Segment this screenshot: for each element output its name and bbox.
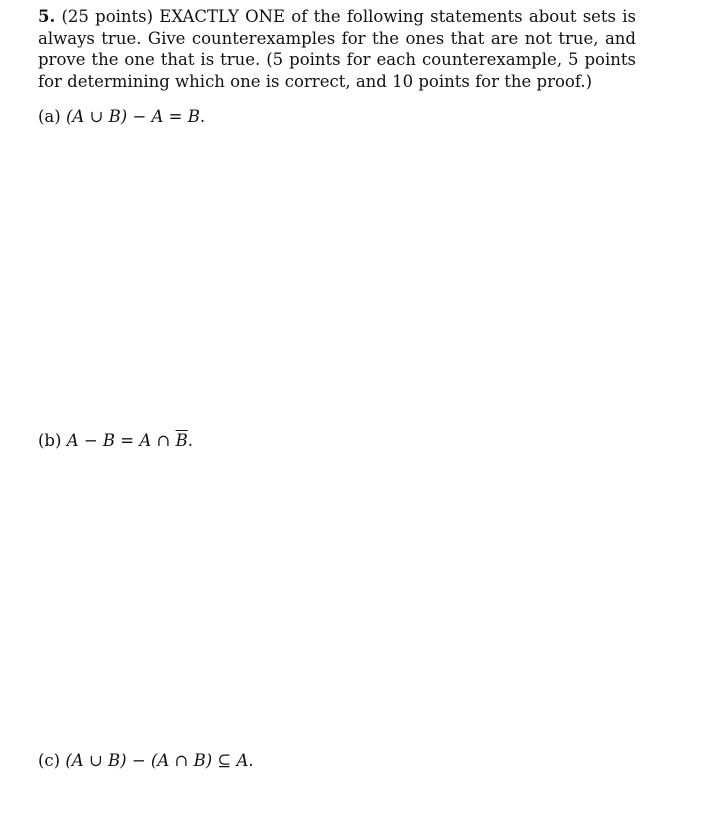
part-c-statement: (A ∪ B) − (A ∩ B) ⊆ A.: [65, 751, 254, 770]
part-a-label: (a): [38, 107, 61, 126]
part-b-statement-suffix: .: [187, 431, 193, 450]
part-b-label: (b): [38, 431, 62, 450]
part-a-statement: (A ∪ B) − A = B.: [65, 107, 206, 126]
part-a: [38, 106, 205, 127]
part-b-statement-prefix: A − B = A ∩: [66, 431, 176, 450]
part-c: [38, 750, 254, 771]
part-c-label: (c): [38, 751, 61, 770]
problem-statement: [38, 6, 636, 92]
part-b-complement-b: $\overline{B}$: [175, 431, 188, 450]
part-b: [38, 430, 193, 451]
problem-text: (25 points) EXACTLY ONE of the following statements about sets is always true. Give counterexamples for the ones that are not true, and prove the one that is true. (5 points for each counterexample, 5 points for determining which one is correct, and 10 points for the proof.): [38, 7, 636, 91]
problem-number: 5.: [38, 7, 56, 26]
